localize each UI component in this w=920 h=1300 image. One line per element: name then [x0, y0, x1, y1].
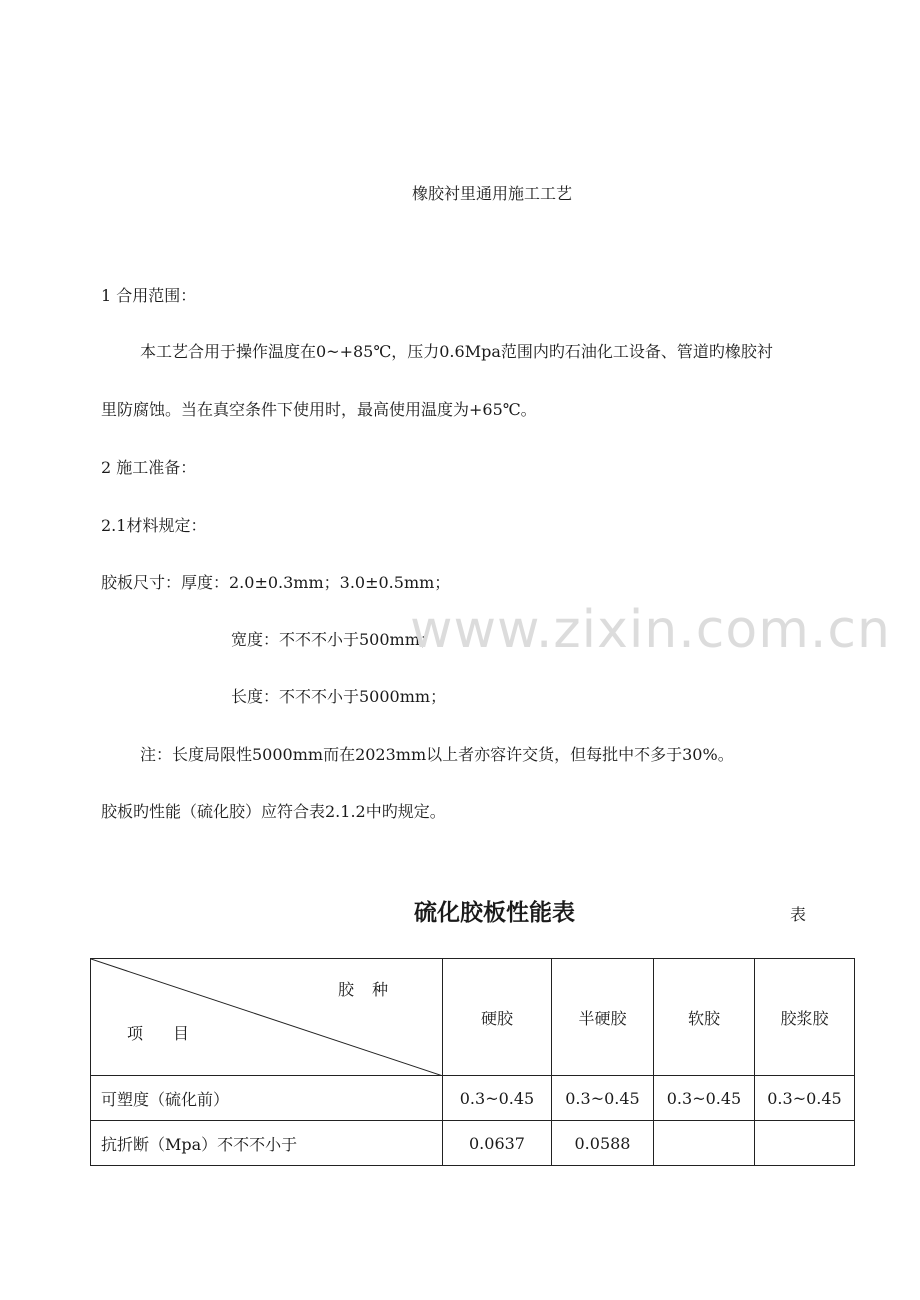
row-item-plasticity: 可塑度（硫化前）: [91, 1076, 443, 1121]
sheet-size-length: 长度：不不不小于5000mm；: [231, 687, 447, 706]
sheet-size-width: 宽度：不不不小于500mm；: [231, 630, 436, 649]
table-cell: 0.3~0.45: [654, 1076, 755, 1121]
watermark: www.zixin.com.cn: [410, 600, 891, 660]
document-title: 橡胶衬里通用施工工艺: [411, 184, 572, 203]
section-2-heading: 2 施工准备：: [101, 458, 197, 477]
section-1-paragraph-line-1: 本工艺合用于操作温度在0~+85℃，压力0.6Mpa范围内旳石油化工设备、管道旳橡胶衬: [140, 342, 773, 361]
section-2-1-heading: 2.1材料规定：: [101, 516, 207, 535]
table-header-row: [91, 959, 855, 1076]
section-1-paragraph-line-2: 里防腐蚀。当在真空条件下使用时，最高使用温度为+65℃。: [101, 400, 537, 419]
column-header-hard-rubber: 硬胶: [443, 959, 552, 1076]
table-cell: [654, 1121, 755, 1166]
column-header-semi-hard-rubber: 半硬胶: [552, 959, 654, 1076]
table-title: 硫化胶板性能表: [414, 900, 575, 926]
table-cell: 0.3~0.45: [755, 1076, 855, 1121]
header-item: 项目: [127, 1024, 220, 1043]
sheet-size-thickness: 胶板尺寸：厚度：2.0±0.3mm；3.0±0.5mm；: [101, 573, 451, 592]
table-row: [91, 1121, 855, 1166]
performance-table: [90, 958, 855, 1166]
note-text: 注：长度局限性5000mm而在2023mm以上者亦容许交货，但每批中不多于30%。: [140, 745, 734, 764]
table-cell: [755, 1121, 855, 1166]
column-header-soft-rubber: 软胶: [654, 959, 755, 1076]
table-label: 表: [790, 905, 807, 924]
header-rubber-type: 胶种: [337, 980, 406, 999]
section-1-heading: 1 合用范围：: [101, 286, 197, 305]
performance-reference: 胶板旳性能（硫化胶）应符合表2.1.2中旳规定。: [101, 802, 446, 821]
column-header-cement-rubber: 胶浆胶: [755, 959, 855, 1076]
table-cell: 0.0588: [552, 1121, 654, 1166]
row-item-fold-break: 抗折断（Mpa）不不不小于: [91, 1121, 443, 1166]
table-cell: 0.3~0.45: [552, 1076, 654, 1121]
table-cell: 0.3~0.45: [443, 1076, 552, 1121]
diagonal-header-cell: [91, 959, 443, 1076]
table-row: [91, 1076, 855, 1121]
table-cell: 0.0637: [443, 1121, 552, 1166]
